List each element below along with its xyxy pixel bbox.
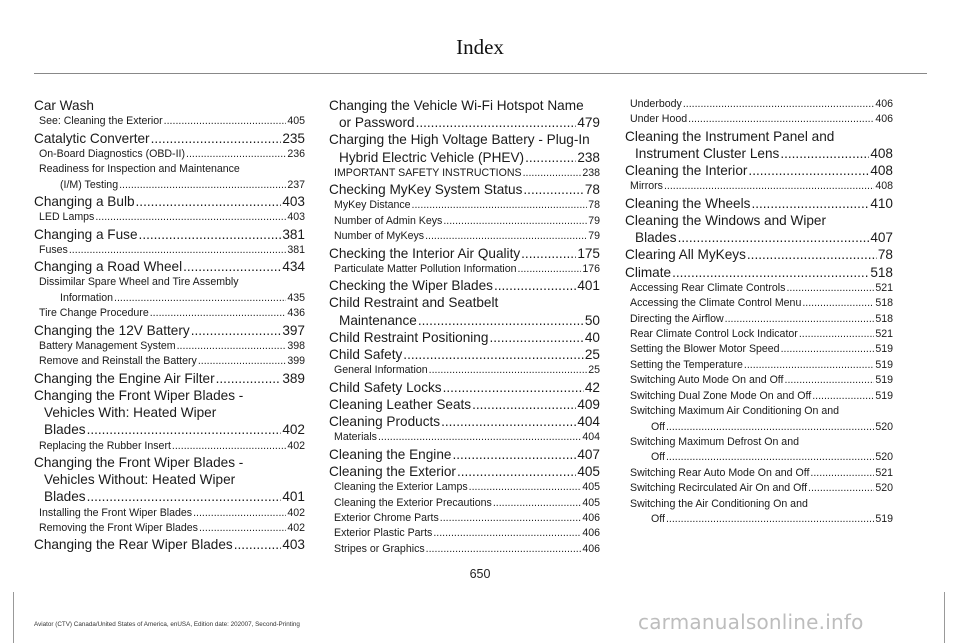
entry-page-number: 381	[287, 243, 305, 256]
index-subentry	[329, 229, 600, 244]
entry-page-number: 236	[287, 147, 305, 160]
index-subentry	[625, 312, 893, 327]
dot-leader	[469, 480, 582, 495]
entry-label: Instrument Cluster Lens	[635, 146, 780, 162]
entry-page-number: 410	[870, 195, 893, 211]
entry-page-number: 25	[584, 347, 600, 363]
index-subentry	[625, 466, 893, 481]
dot-leader	[193, 506, 286, 521]
index-subentry	[625, 112, 893, 127]
entry-page-number: 519	[875, 389, 893, 402]
index-heading-line: Changing the Front Wiper Blades -	[34, 387, 244, 403]
entry-page-number: 389	[282, 370, 305, 386]
dot-leader	[457, 463, 576, 480]
dot-leader	[799, 327, 875, 342]
entry-page-number: 402	[287, 506, 305, 519]
index-entry	[34, 193, 305, 210]
dot-leader	[664, 179, 874, 194]
index-entry	[329, 277, 600, 294]
index-subentry	[329, 262, 600, 277]
entry-page-number: 521	[875, 466, 893, 479]
entry-label: MyKey Distance	[334, 199, 411, 212]
entry-page-number: 406	[582, 527, 600, 540]
dot-leader	[216, 370, 282, 387]
index-entry	[625, 264, 893, 281]
entry-label: Under Hood	[630, 113, 688, 126]
entry-page-number: 402	[287, 521, 305, 534]
index-heading-line: Changing the Front Wiper Blades -	[34, 454, 244, 470]
dot-leader	[418, 312, 584, 329]
entry-label: Replacing the Rubber Insert	[39, 439, 171, 452]
dot-leader	[440, 511, 582, 526]
dot-leader	[150, 306, 287, 321]
entry-label: Fuses	[39, 243, 68, 256]
entry-label: Cleaning Products	[329, 414, 441, 430]
index-subentry	[329, 511, 600, 526]
index-entry	[34, 488, 305, 505]
entry-label: Accessing the Climate Control Menu	[630, 297, 802, 310]
index-subentry	[625, 358, 893, 373]
index-subentry	[625, 179, 893, 194]
entry-label: Climate	[625, 264, 672, 280]
dot-leader	[751, 195, 869, 212]
dot-leader	[69, 243, 286, 258]
entry-label: Number of MyKeys	[334, 230, 425, 243]
dot-leader	[443, 214, 587, 229]
index-subentry	[329, 166, 600, 181]
entry-page-number: 406	[582, 511, 600, 524]
index-column-3	[625, 97, 893, 527]
index-entry	[329, 396, 600, 413]
entry-page-number: 399	[287, 355, 305, 368]
index-entry	[34, 226, 305, 243]
index-subentry	[329, 198, 600, 213]
index-subentry	[34, 339, 305, 354]
entry-page-number: 403	[287, 211, 305, 224]
entry-page-number: 238	[577, 149, 600, 165]
index-entry	[625, 162, 893, 179]
index-subentry	[625, 281, 893, 296]
entry-label: Blades	[44, 489, 86, 505]
entry-label: Maintenance	[339, 312, 417, 328]
index-subentry	[329, 480, 600, 495]
entry-label: Exterior Chrome Parts	[334, 511, 439, 524]
index-entry	[625, 195, 893, 212]
index-heading-line: Changing the Vehicle Wi-Fi Hotspot Name	[329, 98, 584, 113]
entry-label: Particulate Matter Pollution Information	[334, 262, 517, 275]
entry-label: Cleaning the Wheels	[625, 195, 751, 211]
index-entry	[329, 446, 600, 463]
entry-label: Directing the Airflow	[630, 312, 724, 325]
index-subentry	[34, 521, 305, 536]
entry-label: Checking MyKey System Status	[329, 182, 523, 198]
dot-leader	[802, 296, 874, 311]
dot-leader	[151, 130, 282, 147]
entry-label: Hybrid Electric Vehicle (PHEV)	[339, 149, 525, 165]
dot-leader	[191, 322, 282, 339]
entry-page-number: 404	[577, 414, 600, 430]
entry-label: Materials	[334, 431, 377, 444]
index-subentry	[34, 243, 305, 258]
entry-label: Mirrors	[630, 180, 663, 193]
entry-label: or Password	[339, 115, 415, 131]
entry-label: Changing a Fuse	[34, 226, 138, 242]
index-subentry	[329, 496, 600, 511]
entry-label: Child Safety	[329, 347, 403, 363]
entry-page-number: 405	[582, 496, 600, 509]
index-subentry	[329, 526, 600, 541]
watermark: carmanualsonline.info	[638, 610, 864, 634]
dot-leader	[725, 312, 875, 327]
entry-label: Switching Recirculated Air On and Off	[630, 482, 808, 495]
dot-leader	[523, 166, 582, 181]
entry-label: Underbody	[630, 98, 682, 110]
entry-page-number: 238	[582, 166, 600, 179]
entry-label: Child Restraint Positioning	[329, 329, 489, 345]
dot-leader	[416, 114, 577, 131]
index-heading-line: Vehicles With: Heated Wiper	[44, 405, 217, 421]
entry-label: Checking the Interior Air Quality	[329, 245, 521, 261]
entry-label: Off	[651, 420, 665, 433]
dot-leader	[234, 536, 282, 553]
crop-mark-right	[944, 592, 945, 643]
dot-leader	[786, 281, 874, 296]
dot-leader	[426, 542, 582, 557]
entry-label: Information	[60, 291, 113, 304]
dot-leader	[523, 181, 583, 198]
index-subentry	[625, 450, 893, 465]
entry-page-number: 398	[287, 339, 305, 352]
dot-leader	[412, 198, 588, 213]
index-subentry	[625, 373, 893, 388]
index-entry	[329, 329, 600, 346]
index-subentry	[625, 97, 893, 112]
entry-label: Changing a Bulb	[34, 194, 135, 210]
entry-label: Clearing All MyKeys	[625, 247, 746, 263]
entry-page-number: 235	[282, 130, 305, 146]
entry-page-number: 402	[282, 422, 305, 438]
dot-leader	[472, 396, 576, 413]
index-entry	[34, 421, 305, 438]
index-entry	[625, 229, 893, 246]
entry-label: Cleaning the Engine	[329, 446, 452, 462]
dot-leader	[164, 114, 287, 129]
index-heading-line: Cleaning the Windows and Wiper	[625, 213, 826, 229]
dot-leader	[672, 264, 869, 281]
index-subentry	[625, 420, 893, 435]
entry-page-number: 25	[588, 364, 600, 377]
entry-page-number: 520	[875, 451, 893, 464]
index-heading-line: Child Restraint and Seatbelt	[329, 295, 499, 311]
entry-page-number: 436	[287, 307, 305, 320]
entry-label: Number of Admin Keys	[334, 214, 443, 227]
entry-label: Battery Management System	[39, 339, 176, 352]
index-heading-line: Dissimilar Spare Wheel and Tire Assembly	[39, 276, 239, 289]
entry-page-number: 518	[870, 264, 893, 280]
entry-page-number: 521	[875, 281, 893, 294]
entry-page-number: 78	[877, 247, 893, 263]
entry-page-number: 519	[875, 512, 893, 525]
entry-page-number: 78	[588, 199, 600, 212]
entry-page-number: 42	[584, 379, 600, 395]
entry-label: Stripes or Graphics	[334, 542, 425, 555]
dot-leader	[489, 329, 583, 346]
entry-page-number: 518	[875, 312, 893, 325]
index-heading-line: Car Wash	[34, 98, 94, 113]
entry-label: Switching Rear Auto Mode On and Off	[630, 466, 810, 479]
header-divider	[34, 73, 927, 74]
index-entry	[34, 322, 305, 339]
entry-page-number: 403	[282, 537, 305, 553]
dot-leader	[114, 291, 286, 306]
crop-mark-left	[13, 592, 14, 643]
index-subentry	[625, 296, 893, 311]
entry-label: Checking the Wiper Blades	[329, 278, 493, 294]
dot-leader	[781, 342, 875, 357]
dot-leader	[119, 178, 286, 193]
entry-page-number: 519	[875, 358, 893, 371]
entry-label: Removing the Front Wiper Blades	[39, 521, 198, 534]
entry-page-number: 519	[875, 343, 893, 356]
dot-leader	[183, 258, 281, 275]
dot-leader	[378, 430, 581, 445]
entry-page-number: 78	[584, 182, 600, 198]
index-entry	[329, 346, 600, 363]
entry-page-number: 408	[870, 146, 893, 162]
index-subentry	[329, 214, 600, 229]
entry-page-number: 519	[875, 374, 893, 387]
dot-leader	[433, 526, 581, 541]
entry-page-number: 405	[582, 481, 600, 494]
index-subentry	[34, 210, 305, 225]
dot-leader	[688, 112, 874, 127]
dot-leader	[493, 496, 581, 511]
entry-page-number: 401	[282, 489, 305, 505]
dot-leader	[139, 226, 282, 243]
dot-leader	[87, 488, 282, 505]
entry-label: Child Safety Locks	[329, 379, 442, 395]
entry-page-number: 237	[287, 178, 305, 191]
dot-leader	[452, 446, 576, 463]
index-entry	[329, 181, 600, 198]
index-subentry	[329, 542, 600, 557]
entry-label: Switching Auto Mode On and Off	[630, 374, 784, 387]
entry-page-number: 381	[282, 226, 305, 242]
entry-page-number: 407	[577, 446, 600, 462]
dot-leader	[95, 210, 286, 225]
index-entry	[329, 413, 600, 430]
entry-page-number: 79	[588, 214, 600, 227]
entry-page-number: 434	[282, 259, 305, 275]
entry-label: Setting the Temperature	[630, 358, 743, 371]
index-subentry	[34, 354, 305, 369]
entry-label: Setting the Blower Motor Speed	[630, 343, 780, 356]
entry-page-number: 520	[875, 482, 893, 495]
index-entry	[329, 379, 600, 396]
entry-page-number: 407	[870, 230, 893, 246]
entry-label: Switching Dual Zone Mode On and Off	[630, 389, 812, 402]
entry-page-number: 405	[577, 463, 600, 479]
entry-label: Changing the 12V Battery	[34, 322, 190, 338]
index-subentry	[329, 363, 600, 378]
entry-page-number: 521	[875, 328, 893, 341]
dot-leader	[683, 97, 874, 112]
dot-leader	[666, 512, 874, 527]
entry-page-number: 518	[875, 297, 893, 310]
entry-label: On-Board Diagnostics (OBD-II)	[39, 147, 186, 160]
entry-page-number: 406	[875, 98, 893, 110]
dot-leader	[177, 339, 287, 354]
dot-leader	[748, 162, 869, 179]
dot-leader	[785, 373, 875, 388]
entry-page-number: 406	[875, 113, 893, 126]
dot-leader	[666, 420, 874, 435]
dot-leader	[744, 358, 874, 373]
entry-label: IMPORTANT SAFETY INSTRUCTIONS	[334, 166, 522, 179]
entry-page-number: 403	[282, 194, 305, 210]
dot-leader	[443, 379, 584, 396]
index-heading-line: Switching Maximum Defrost On and	[630, 435, 799, 448]
footer-edition-text: Aviator (CTV) Canada/United States of America, enUSA, Edition date: 202007, Second-Printing	[34, 621, 300, 628]
index-column-1	[34, 97, 305, 554]
entry-label: Tire Change Procedure	[39, 307, 149, 320]
entry-label: Catalytic Converter	[34, 130, 150, 146]
entry-page-number: 401	[577, 278, 600, 294]
index-heading-line: Switching Maximum Air Conditioning On and	[630, 405, 840, 418]
entry-page-number: 402	[287, 439, 305, 452]
entry-label: (I/M) Testing	[60, 178, 119, 191]
dot-leader	[678, 229, 870, 246]
index-entry	[625, 145, 893, 162]
entry-page-number: 409	[577, 396, 600, 412]
entry-label: Installing the Front Wiper Blades	[39, 506, 193, 519]
entry-page-number: 520	[875, 420, 893, 433]
entry-label: Cleaning the Interior	[625, 163, 748, 179]
entry-label: Changing the Rear Wiper Blades	[34, 537, 233, 553]
dot-leader	[425, 229, 587, 244]
entry-page-number: 79	[588, 230, 600, 243]
dot-leader	[198, 354, 287, 369]
index-heading-line: Cleaning the Instrument Panel and	[625, 128, 835, 144]
dot-leader	[810, 466, 874, 481]
entry-label: Off	[651, 512, 665, 525]
index-subentry	[34, 147, 305, 162]
dot-leader	[518, 262, 582, 277]
index-heading-line: Charging the High Voltage Battery - Plug-In	[329, 132, 590, 148]
entry-page-number: 404	[582, 431, 600, 444]
index-entry	[625, 246, 893, 263]
index-entry	[34, 536, 305, 553]
index-subentry	[625, 512, 893, 527]
entry-page-number: 397	[282, 322, 305, 338]
entry-label: Blades	[635, 230, 677, 246]
dot-leader	[199, 521, 286, 536]
index-subentry	[625, 327, 893, 342]
index-subentry	[34, 291, 305, 306]
entry-label: Off	[651, 451, 665, 464]
entry-label: Changing the Engine Air Filter	[34, 370, 215, 386]
entry-label: Blades	[44, 422, 86, 438]
entry-page-number: 175	[577, 245, 600, 261]
dot-leader	[521, 245, 576, 262]
index-entry	[34, 370, 305, 387]
entry-label: Cleaning the Exterior	[329, 463, 456, 479]
dot-leader	[172, 439, 286, 454]
dot-leader	[186, 147, 286, 162]
dot-leader	[441, 413, 576, 430]
entry-label: General Information	[334, 364, 428, 377]
index-subentry	[34, 439, 305, 454]
index-subentry	[34, 178, 305, 193]
dot-leader	[494, 277, 576, 294]
entry-page-number: 40	[584, 329, 600, 345]
dot-leader	[429, 363, 588, 378]
page-number: 650	[469, 567, 491, 581]
entry-label: Accessing Rear Climate Controls	[630, 281, 786, 294]
entry-label: Rear Climate Control Lock Indicator	[630, 328, 798, 341]
entry-label: LED Lamps	[39, 211, 95, 224]
dot-leader	[747, 246, 877, 263]
index-subentry	[34, 306, 305, 321]
index-entry	[329, 114, 600, 131]
page-title: Index	[456, 35, 504, 59]
dot-leader	[403, 346, 584, 363]
entry-label: Cleaning Leather Seats	[329, 396, 472, 412]
dot-leader	[812, 389, 874, 404]
entry-page-number: 479	[577, 115, 600, 131]
dot-leader	[136, 193, 282, 210]
entry-label: Exterior Plastic Parts	[334, 527, 433, 540]
index-entry	[34, 130, 305, 147]
index-entry	[329, 312, 600, 329]
index-heading-line: Switching the Air Conditioning On and	[630, 497, 808, 510]
entry-label: See: Cleaning the Exterior	[39, 115, 163, 128]
index-entry	[34, 258, 305, 275]
entry-page-number: 408	[870, 163, 893, 179]
dot-leader	[808, 481, 874, 496]
index-subentry	[625, 342, 893, 357]
entry-page-number: 408	[875, 180, 893, 193]
dot-leader	[780, 145, 869, 162]
index-subentry	[329, 430, 600, 445]
index-heading-line: Readiness for Inspection and Maintenance	[39, 163, 240, 176]
entry-label: Cleaning the Exterior Lamps	[334, 481, 468, 494]
index-entry	[329, 463, 600, 480]
index-heading-line: Vehicles Without: Heated Wiper	[44, 472, 236, 488]
index-entry	[329, 245, 600, 262]
index-subentry	[34, 114, 305, 129]
dot-leader	[87, 421, 282, 438]
index-subentry	[34, 506, 305, 521]
entry-page-number: 50	[584, 312, 600, 328]
index-subentry	[625, 389, 893, 404]
entry-page-number: 435	[287, 291, 305, 304]
entry-page-number: 405	[287, 115, 305, 128]
entry-label: Cleaning the Exterior Precautions	[334, 496, 492, 509]
entry-page-number: 176	[582, 262, 600, 275]
dot-leader	[666, 450, 874, 465]
index-column-2	[329, 97, 600, 557]
index-entry	[329, 149, 600, 166]
dot-leader	[525, 149, 576, 166]
index-subentry	[625, 481, 893, 496]
entry-label: Remove and Reinstall the Battery	[39, 355, 197, 368]
entry-page-number: 406	[582, 542, 600, 555]
entry-label: Changing a Road Wheel	[34, 259, 183, 275]
